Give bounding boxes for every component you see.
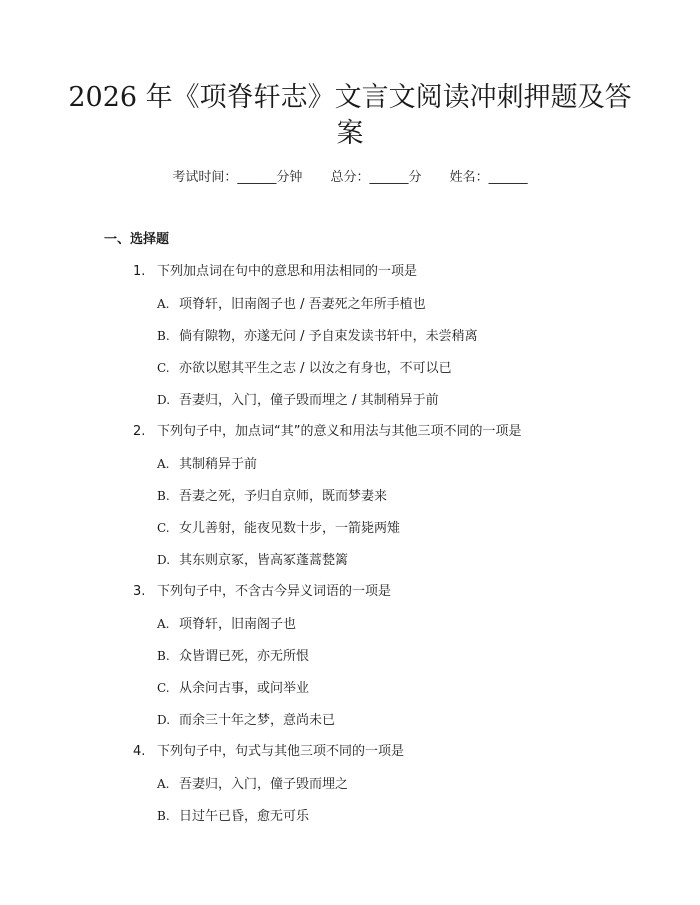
option-letter: D. (157, 393, 171, 407)
option-text: 吾妻之死，予归自京师，既而梦妻来 (179, 489, 388, 504)
option-text: 其制稍异于前 (179, 457, 258, 472)
question-number: 4. (133, 744, 146, 759)
question-3 (0, 582, 700, 614)
section-title: 一、选择题 (104, 232, 170, 247)
page-title: 2026 年《项脊轩志》文言文阅读冲刺押题及答案 (68, 82, 632, 149)
option-text: 项脊轩，旧南阁子也 / 吾妻死之年所手植也 (179, 297, 426, 312)
student-name-field: 姓名：______ (449, 170, 528, 185)
option-letter: B. (157, 649, 170, 663)
option-text: 日过午已昏，愈无可乐 (179, 809, 310, 824)
question-4 (0, 742, 700, 774)
option-item (0, 454, 700, 486)
option-item (0, 294, 700, 326)
question-text: 下列句子中，句式与其他三项不同的一项是 (157, 744, 405, 759)
option-letter: D. (157, 553, 171, 567)
question-number: 3. (133, 584, 146, 599)
option-text: 而余三十年之梦，意尚未已 (179, 713, 336, 728)
option-item (0, 390, 700, 422)
option-letter: B. (157, 489, 170, 503)
question-text: 下列句子中，不含古今异义词语的一项是 (157, 584, 392, 599)
option-item (0, 678, 700, 710)
question-number: 1. (133, 264, 146, 279)
option-letter: C. (157, 681, 170, 695)
option-item (0, 326, 700, 358)
option-text: 从余问古事，或问举业 (179, 681, 310, 696)
option-item (0, 806, 700, 838)
question-number: 2. (133, 424, 146, 439)
option-item (0, 550, 700, 582)
option-text: 女儿善射，能夜见数十步，一箭毙两雉 (179, 521, 401, 536)
option-letter: A. (157, 297, 170, 311)
question-text: 下列加点词在句中的意思和用法相同的一项是 (157, 264, 418, 279)
option-text: 吾妻归，入门，僮子毁而埋之 / 其制稍异于前 (179, 393, 439, 408)
option-letter: B. (157, 809, 170, 823)
option-text: 其东则京冢，皆高冢蓬蒿甃篱 (179, 553, 349, 568)
option-text: 亦欲以慰其平生之志 / 以汝之有身也，不可以已 (179, 361, 452, 376)
option-item (0, 518, 700, 550)
option-letter: B. (157, 329, 170, 343)
option-item (0, 774, 700, 806)
option-text: 吾妻归，入门，僮子毁而埋之 (179, 777, 349, 792)
option-item (0, 486, 700, 518)
option-item (0, 614, 700, 646)
option-letter: A. (157, 457, 170, 471)
option-letter: C. (157, 361, 170, 375)
option-letter: A. (157, 777, 170, 791)
option-letter: C. (157, 521, 170, 535)
option-text: 项脊轩，旧南阁子也 (179, 617, 297, 632)
question-2 (0, 422, 700, 454)
option-text: 众皆谓已死，亦无所恨 (179, 649, 310, 664)
option-item (0, 358, 700, 390)
option-letter: D. (157, 713, 171, 727)
option-item (0, 710, 700, 742)
question-1 (0, 262, 700, 294)
option-text: 倘有隙物，亦遂无问 / 予自束发读书轩中，未尝稍离 (179, 329, 478, 344)
exam-time-field: 考试时间：______分钟 (172, 170, 303, 185)
total-score-field: 总分：______分 (330, 170, 422, 185)
option-letter: A. (157, 617, 170, 631)
option-item (0, 646, 700, 678)
exam-meta (0, 168, 700, 188)
question-text: 下列句子中，加点词“其”的意义和用法与其他三项不同的一项是 (157, 424, 522, 439)
question-list (0, 262, 700, 838)
